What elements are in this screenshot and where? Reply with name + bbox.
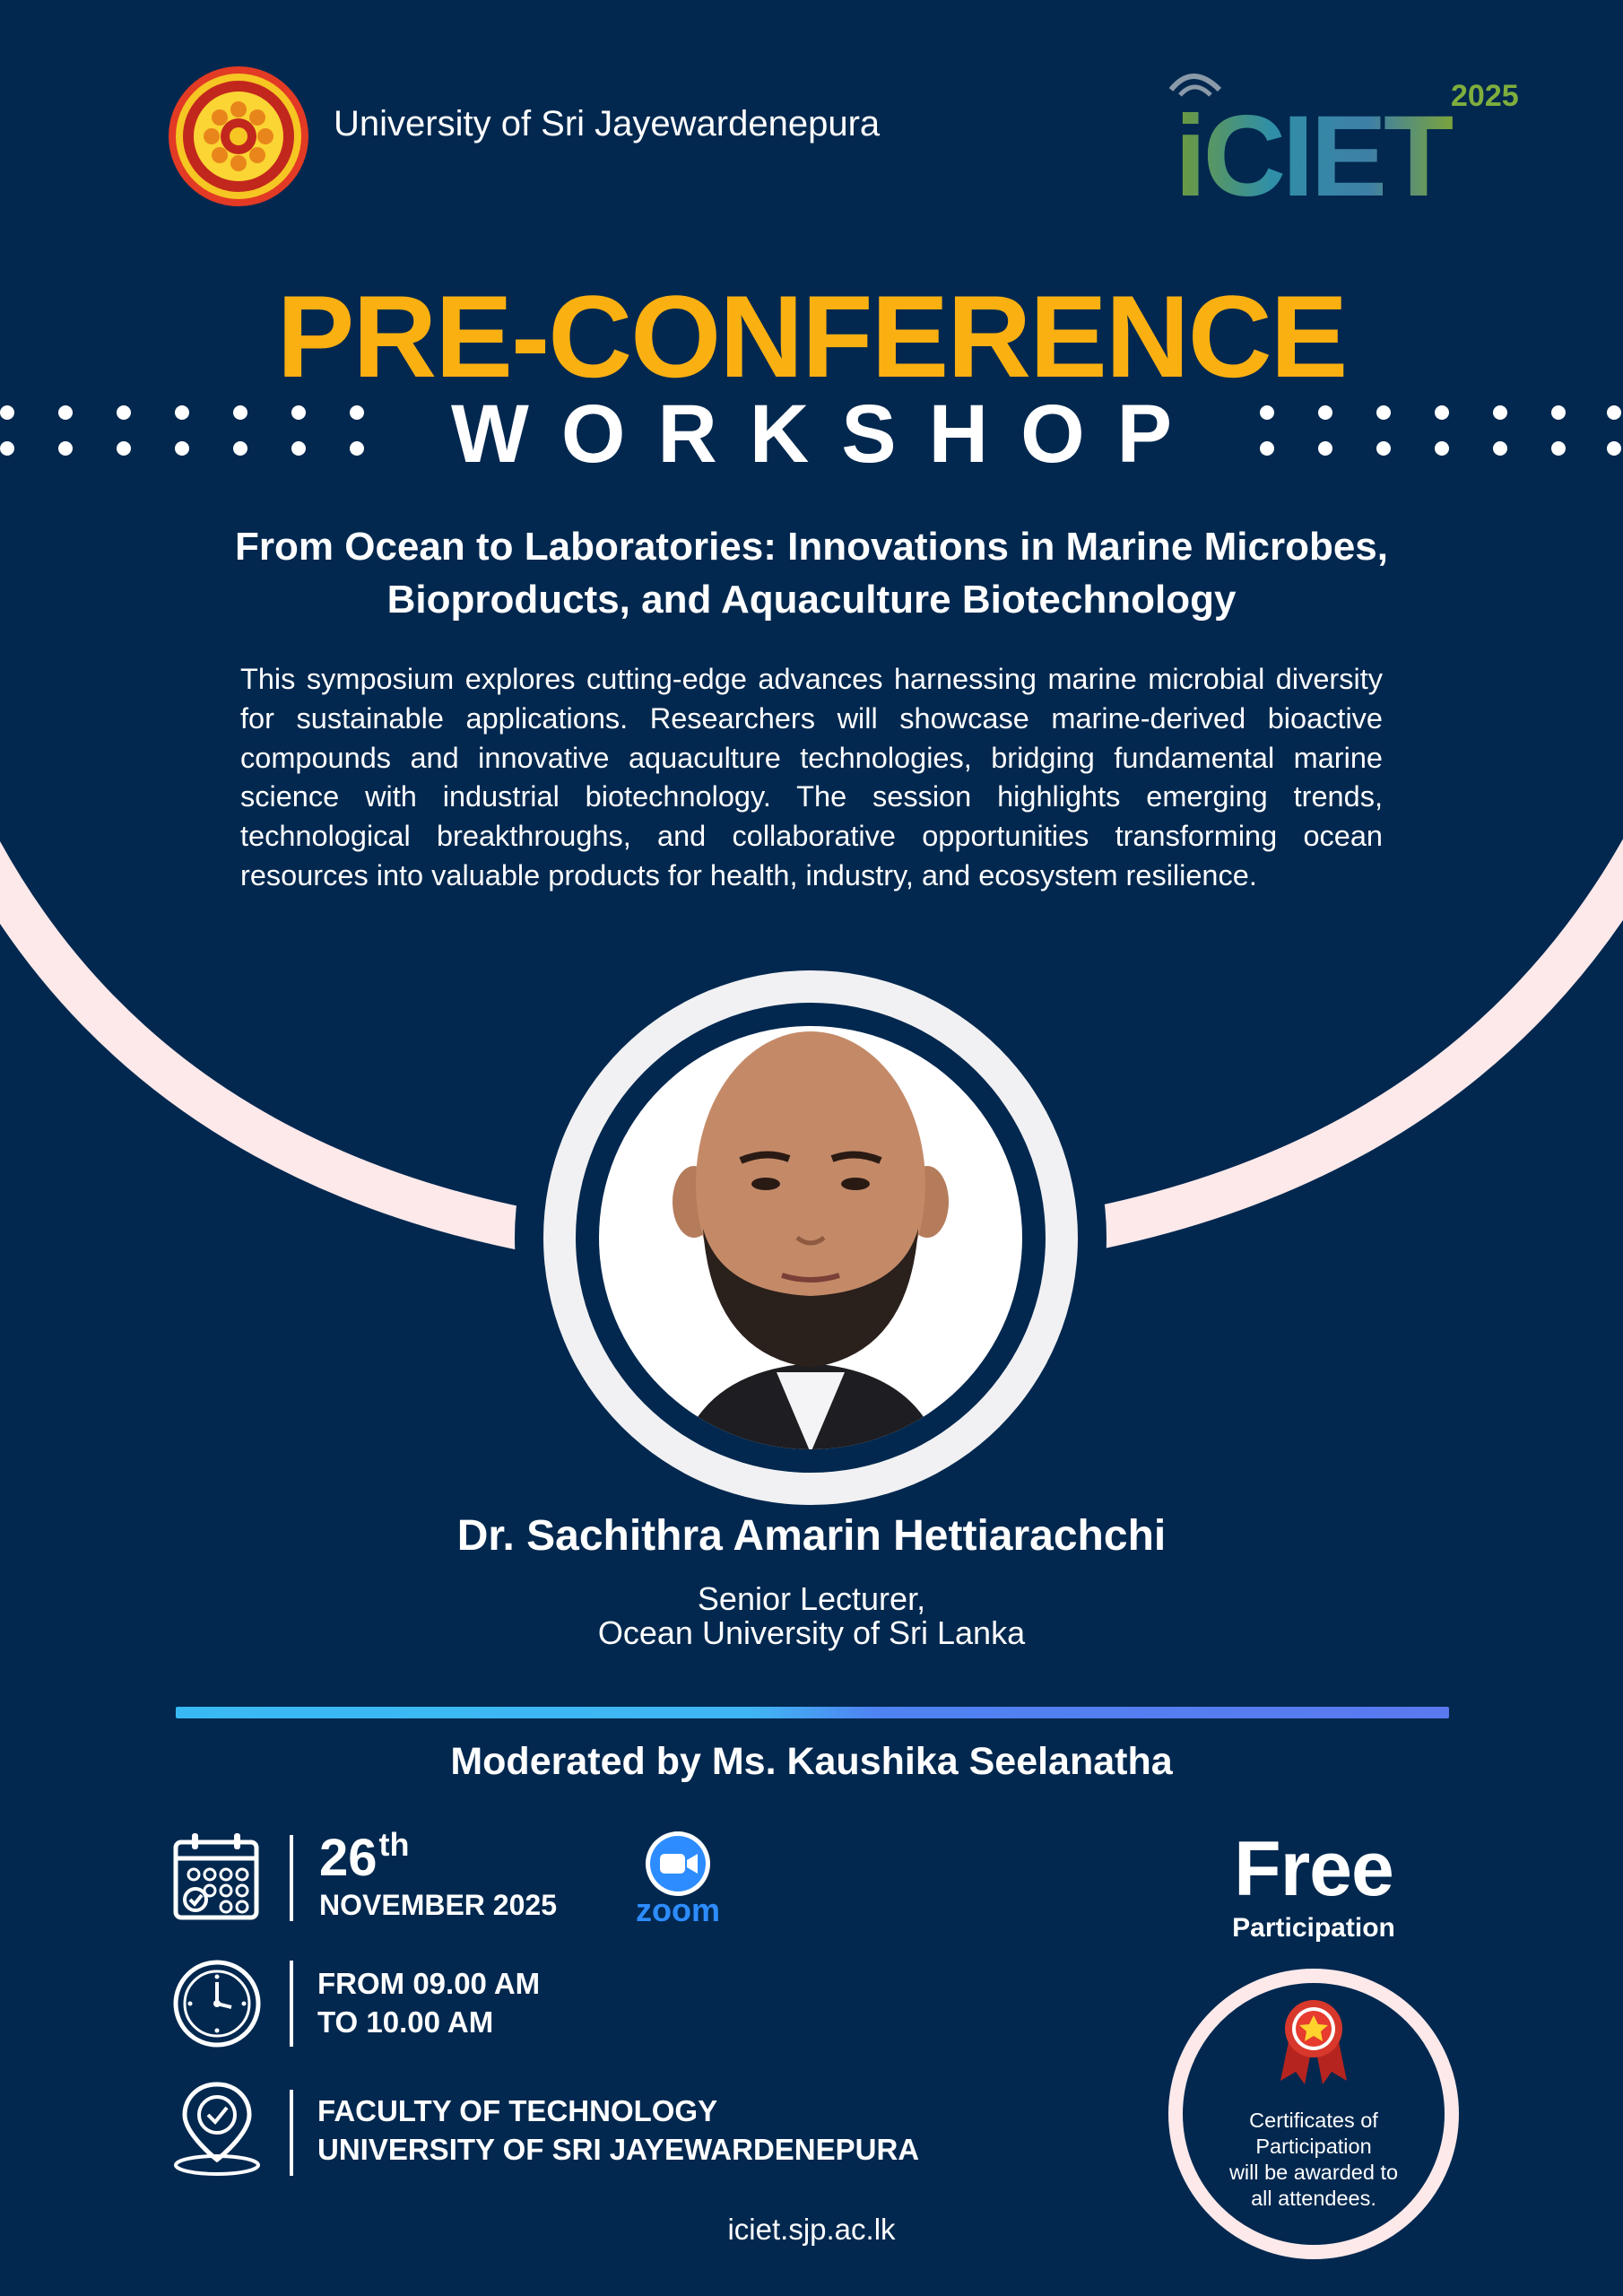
certificate-text (1193, 2108, 1435, 2212)
university-seal-logo (167, 65, 310, 208)
university-name: University of Sri Jayewardenepura (334, 104, 881, 144)
free-label: Free (1234, 1826, 1393, 1912)
divider-date (290, 1835, 293, 1921)
speaker-photo (542, 969, 1080, 1507)
talk-abstract: This symposium explores cutting-edge advances harnessing marine microbial diversity for sustainable applications. Researchers will showcase marine-derived bioactive compounds and innovative aquaculture technologies, bridging fundamental marine science with industrial biotechnology. The session highlights emerging trends, technological breakthroughs, and collaborative opportunities transforming ocean resources into valuable products for health, industry, and ecosystem resilience. (240, 663, 1383, 891)
event-day-suffix: th (378, 1826, 410, 1863)
svg-text:iCIET: iCIET (1175, 92, 1451, 211)
calendar-icon (170, 1830, 264, 1923)
zoom-icon (628, 1830, 728, 1926)
talk-title-line-2: Bioproducts, and Aquaculture Biotechnology (386, 578, 1237, 622)
iciet-logo (1166, 54, 1542, 211)
talk-title (135, 520, 1488, 626)
title-workshop: WORKSHOP (451, 388, 1204, 480)
divider-time (290, 1961, 293, 2047)
speaker-name: Dr. Sachithra Amarin Hettiarachchi (456, 1512, 1167, 1560)
speaker-role-line-1: Senior Lecturer, (697, 1580, 926, 1617)
event-day (319, 1826, 410, 1888)
certificate-line-1: Certificates of (1249, 2109, 1378, 2132)
venue-faculty: FACULTY OF TECHNOLOGY (317, 2094, 718, 2127)
speaker-affiliation: Ocean University of Sri Lanka (597, 1614, 1026, 1651)
certificate-line-3: will be awarded to (1228, 2161, 1399, 2184)
venue-university: UNIVERSITY OF SRI JAYEWARDENEPURA (317, 2133, 920, 2166)
talk-title-line-1: From Ocean to Laboratories: Innovations in Marine Microbes, (235, 525, 1388, 569)
clock-icon (170, 1957, 264, 2050)
divider-bar (176, 1707, 1449, 1718)
event-day-number: 26 (319, 1829, 378, 1887)
zoom-wordmark: zoom (636, 1892, 720, 1926)
iciet-year: 2025 (1451, 79, 1519, 113)
decorative-dots-right (1251, 402, 1623, 456)
participation-label: Participation (1232, 1913, 1395, 1943)
speaker-role (0, 1582, 1623, 1650)
certificate-line-2: Participation (1255, 2135, 1372, 2158)
time-from: FROM 09.00 AM (317, 1967, 541, 2000)
location-pin-icon (170, 2079, 264, 2179)
website-link[interactable]: iciet.sjp.ac.lk (727, 2213, 896, 2246)
divider-venue (290, 2090, 293, 2176)
event-month-year: NOVEMBER 2025 (319, 1889, 557, 1921)
time-to: TO 10.00 AM (317, 2005, 494, 2039)
moderator-line: Moderated by Ms. Kaushika Seelanatha (450, 1740, 1173, 1783)
certificate-line-4: all attendees. (1251, 2187, 1376, 2210)
title-pre-conference: PRE-CONFERENCE (276, 271, 1347, 402)
